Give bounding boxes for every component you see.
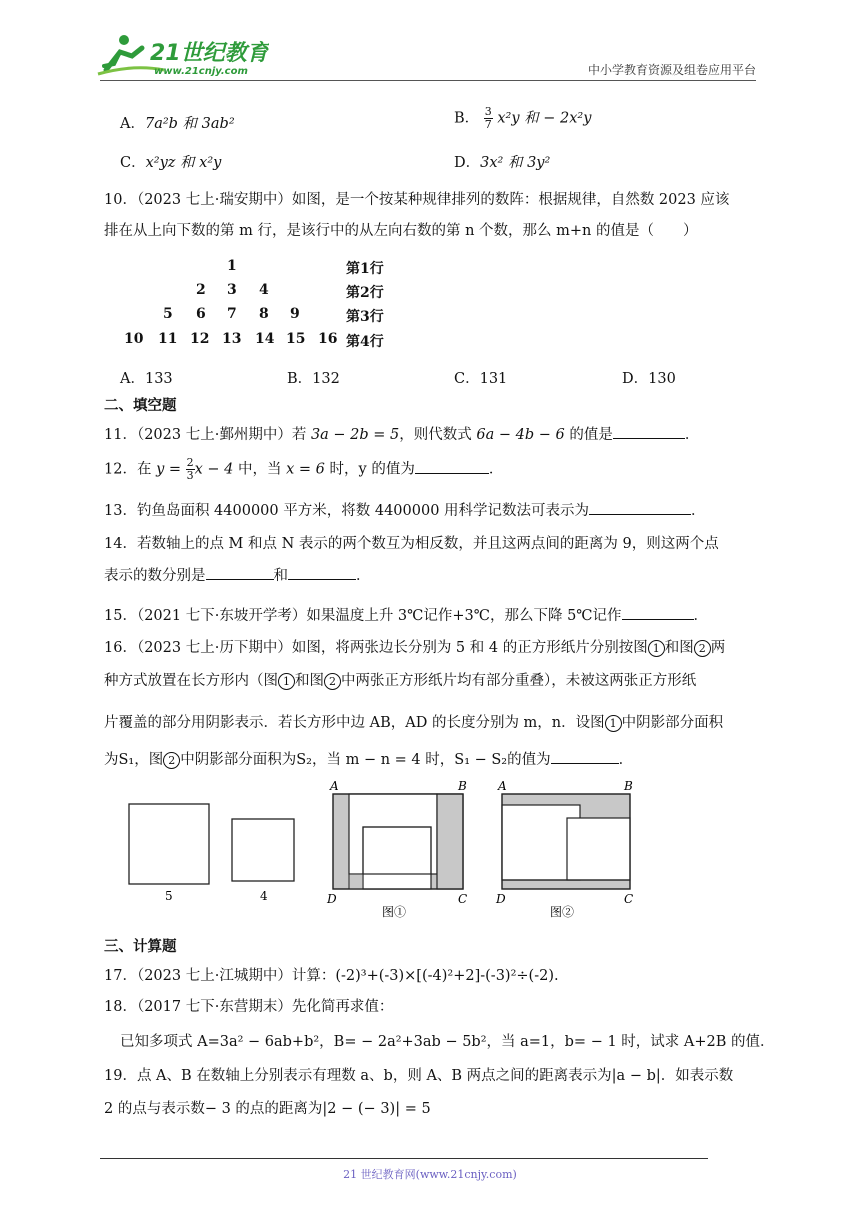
answer-blank bbox=[415, 459, 489, 474]
q13: 13．钓鱼岛面积 4400000 平方米，将数 4400000 用科学记数法可表示为 ． bbox=[104, 499, 706, 520]
triangle-number: 14 bbox=[255, 331, 275, 347]
triangle-row-label: 第3行 bbox=[346, 309, 384, 325]
triangle-number: 5 bbox=[163, 306, 173, 322]
footer-divider bbox=[100, 1158, 708, 1159]
q10-line2: 排在从上向下数的第 m 行，是该行中的从左向右数的第 n 个数，那么 m+n 的值是（ ） bbox=[104, 223, 698, 239]
section-title-calculation: 三、计算题 bbox=[104, 939, 177, 955]
q10-option-c: C．131 bbox=[454, 371, 508, 387]
header-divider bbox=[100, 80, 756, 81]
label-A: A bbox=[498, 779, 507, 793]
site-logo bbox=[94, 30, 269, 82]
answer-blank bbox=[622, 605, 694, 620]
triangle-number: 6 bbox=[196, 306, 206, 322]
q9-option-b: B． $\frac{3}{7}$ x²y 和 − 2x²y bbox=[454, 105, 592, 131]
figure-1-caption: 图① bbox=[382, 905, 407, 919]
answer-blank bbox=[613, 424, 685, 439]
label-4: 4 bbox=[260, 889, 268, 903]
label-5: 5 bbox=[165, 889, 173, 903]
q9-option-a: A．7a²b 和 3ab² bbox=[120, 116, 235, 132]
triangle-number: 13 bbox=[222, 331, 242, 347]
q16-line1: 16．（2023 七上·历下期中）如图，将两张边长分别为 5 和 4 的正方形纸片分别按图 1 和图 2 两 bbox=[104, 640, 726, 656]
q16-figures bbox=[120, 776, 650, 926]
q10-option-a: A．133 bbox=[120, 371, 173, 387]
q18-line1: 18．（2017 七下·东营期末）先化简再求值： bbox=[104, 999, 394, 1015]
label-B: B bbox=[624, 779, 633, 793]
triangle-number: 8 bbox=[259, 306, 269, 322]
triangle-number: 7 bbox=[227, 306, 237, 322]
q11: 11．（2023 七上·鄞州期中）若 3a − 2b = 5，则代数式 6a − 4b − 6 的值是 ． bbox=[104, 423, 699, 444]
q14-line1: 14．若数轴上的点 M 和点 N 表示的两个数互为相反数，并且这两点间的距离为 9，则这两个点 bbox=[104, 536, 719, 552]
q10-option-d: D．130 bbox=[622, 371, 676, 387]
triangle-number: 15 bbox=[286, 331, 306, 347]
footer-link[interactable]: 21 世纪教育网(www.21cnjy.com) bbox=[343, 1168, 517, 1181]
q18-line2: 已知多项式 A=3a² − 6ab+b²，B= − 2a²+3ab − 5b²，当 a=1，b= − 1 时，试求 A+2B 的值． bbox=[120, 1034, 775, 1050]
section-title-fill-in: 二、填空题 bbox=[104, 398, 177, 414]
q10-option-b: B．132 bbox=[287, 371, 340, 387]
label-B: B bbox=[458, 779, 467, 793]
triangle-number: 10 bbox=[124, 331, 144, 347]
label-C: C bbox=[624, 892, 634, 906]
figure-2-caption: 图② bbox=[550, 905, 575, 919]
label-A: A bbox=[330, 779, 339, 793]
q19-line1: 19．点 A、B 在数轴上分别表示有理数 a、b，则 A、B 两点之间的距离表示为|a − b|．如表示数 bbox=[104, 1068, 734, 1084]
svg-text:21世纪教育: 21世纪教育 bbox=[150, 41, 269, 66]
answer-blank bbox=[206, 565, 274, 580]
q14-line2: 表示的数分别是 和 ． bbox=[104, 564, 371, 585]
triangle-row-label: 第4行 bbox=[346, 334, 384, 350]
square-side-5 bbox=[129, 804, 209, 884]
triangle-number: 12 bbox=[190, 331, 210, 347]
svg-text:www.21cnjy.com: www.21cnjy.com bbox=[154, 66, 248, 77]
triangle-number: 3 bbox=[227, 282, 237, 298]
answer-blank bbox=[288, 565, 356, 580]
triangle-number: 4 bbox=[259, 282, 269, 298]
triangle-number: 11 bbox=[158, 331, 178, 347]
q16-line3: 片覆盖的部分用阴影表示．若长方形中边 AB，AD 的长度分别为 m，n．设图 1 中阴影部分面积 bbox=[104, 715, 724, 731]
triangle-number: 9 bbox=[290, 306, 300, 322]
triangle-number: 16 bbox=[318, 331, 338, 347]
label-C: C bbox=[458, 892, 468, 906]
figure-2 bbox=[495, 779, 633, 919]
q12: 12．在 y = $\frac{2}{3}$ x − 4 中，当 x = 6 时，y 的值为 ． bbox=[104, 456, 504, 482]
q15: 15．（2021 七下·东坡开学考）如果温度上升 3℃记作+3℃，那么下降 5℃记作 ． bbox=[104, 604, 708, 625]
q9-option-d: D．3x² 和 3y² bbox=[454, 155, 551, 171]
triangle-number: 1 bbox=[227, 258, 237, 274]
label-D: D bbox=[327, 892, 337, 906]
q19-line2: 2 的点与表示数− 3 的点的距离为|2 − (− 3)| = 5 bbox=[104, 1101, 431, 1117]
q10-line1: 10．（2023 七上·瑞安期中）如图，是一个按某种规律排列的数阵：根据规律，自然数 2023 应该 bbox=[104, 192, 730, 208]
platform-name: 中小学教育资源及组卷应用平台 bbox=[587, 63, 756, 77]
answer-blank bbox=[551, 749, 619, 764]
answer-blank bbox=[589, 500, 691, 515]
q16-line2: 种方式放置在长方形内（图 1 和图 2 中两张正方形纸片均有部分重叠），未被这两张正方形纸 bbox=[104, 673, 697, 689]
label-D: D bbox=[496, 892, 506, 906]
triangle-row-label: 第2行 bbox=[346, 285, 384, 301]
square-side-4 bbox=[232, 819, 294, 881]
triangle-row-label: 第1行 bbox=[346, 261, 384, 277]
q16-line4: 为S₁，图 2 中阴影部分面积为S₂，当 m − n = 4 时，S₁ − S₂的值为 ． bbox=[104, 748, 633, 769]
q17: 17．（2023 七上·江城期中）计算：(-2)³+(-3)×[(-4)²+2]-(-3)²÷(-2). bbox=[104, 968, 559, 984]
figure-1 bbox=[326, 779, 467, 919]
q9-option-c: C．x²yz 和 x²y bbox=[120, 155, 222, 171]
triangle-number: 2 bbox=[196, 282, 206, 298]
logo-runner-icon bbox=[94, 30, 269, 82]
